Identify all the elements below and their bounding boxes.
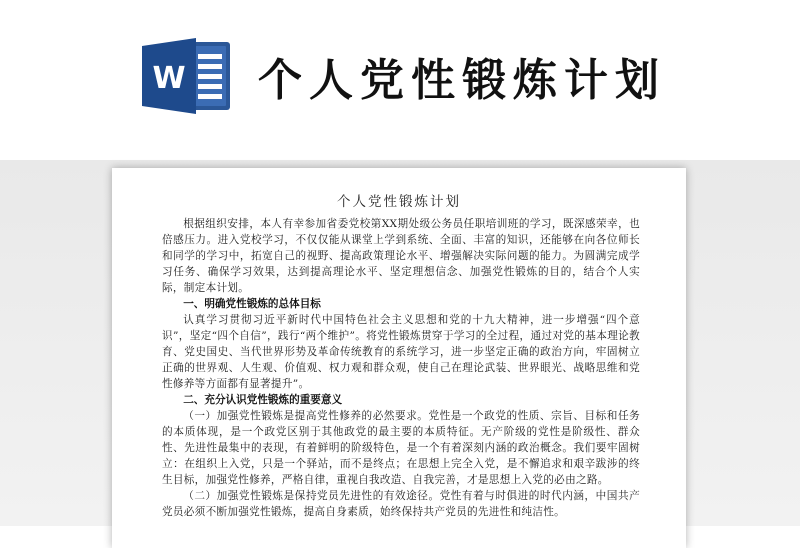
paragraph-section-2-2: （二）加强党性锻炼是保持党员先进性的有效途径。党性有着与时俱进的时代内涵，中国共产党员必须不断加强党性锻炼，提高自身素质，始终保持共产党员的先进性和纯洁性。 [162, 490, 640, 518]
word-logo-letter: W [152, 61, 186, 96]
document-page [112, 168, 686, 548]
document-body [162, 216, 640, 520]
heading-section-1: 一、明确党性锻炼的总体目标 [183, 298, 321, 310]
paragraph-section-1: 认真学习贯彻习近平新时代中国特色社会主义思想和党的十九大精神，进一步增强“四个意识”，坚定“四个自信”，践行“两个维护”。将党性锻炼贯穿于学习的全过程，通过对党的基本理论教育、党史国史、当代世界形势及革命传统教育的系统学习，进一步坚定正确的政治方向，牢固树立正确的世界观、人生观、价值观、权力观和群众观，使自己在理论武装、世界眼光、战略思维和党性修养等方面都有显著提升”。 [162, 314, 640, 390]
header-banner [0, 0, 800, 160]
document-title: 个人党性锻炼计划 [337, 194, 461, 210]
word-app-icon [140, 36, 232, 116]
paragraph-intro: 根据组织安排，本人有幸参加省委党校第XX期处级公务员任职培训班的学习，既深感荣幸，也倍感压力。进入党校学习，不仅仅能从课堂上学到系统、全面、丰富的知识，还能够在向各位师长和同学的学习中，拓宽自己的视野、提高政策理论水平、增强解决实际问题的能力。为圆满完成学习任务、确保学习效果，达到提高理论水平、坚定理想信念、加强党性锻炼的目的，结合个人实际，制定本计划。 [162, 218, 640, 294]
heading-section-2: 二、充分认识党性锻炼的重要意义 [183, 394, 343, 406]
page-title: 个人党性锻炼计划 [258, 55, 666, 106]
paragraph-section-2-1: （一）加强党性锻炼是提高党性修养的必然要求。党性是一个政党的性质、宗旨、目标和任务的本质体现，是一个政党区别于其他政党的最主要的本质特征。无产阶级的党性是阶级性、群众性、先进性最集中的表现，有着鲜明的阶级特色，是一个有着深刻内涵的政治概念。我们要牢固树立：在组织上入党，只是一个驿站，而不是终点；在思想上完全入党，是不懈追求和艰辛跋涉的终生目标，加强党性修养，严格自律，重视自我改造、自我完善，才是思想上入党的必由之路。 [162, 410, 640, 486]
